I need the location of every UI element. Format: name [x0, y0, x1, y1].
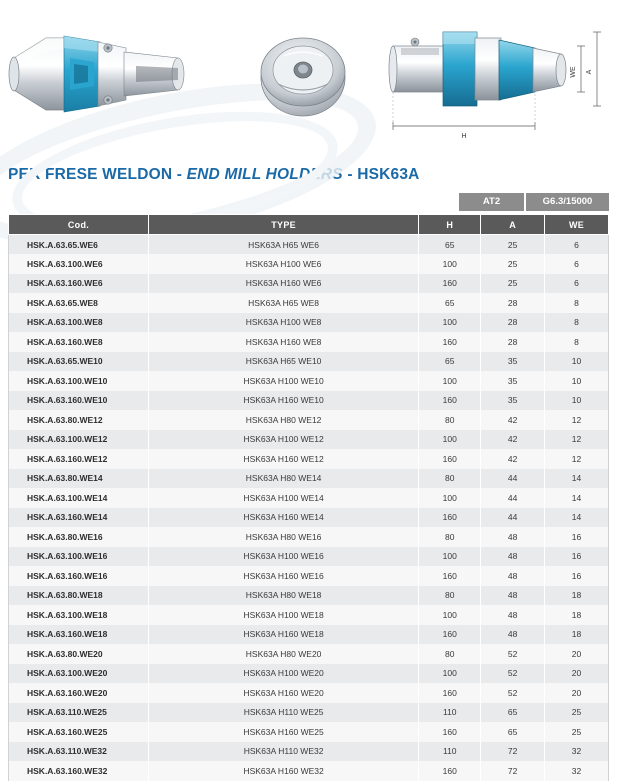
cell-cod: HSK.A.63.80.WE16: [9, 527, 149, 547]
cell-cod: HSK.A.63.100.WE18: [9, 605, 149, 625]
specs-header-row: [9, 215, 609, 235]
cell-cod: HSK.A.63.160.WE6: [9, 274, 149, 294]
cell-cod: HSK.A.63.80.WE12: [9, 410, 149, 430]
table-row: [9, 391, 609, 411]
cell-we: 12: [545, 449, 609, 469]
spec-pill-row: [0, 193, 617, 213]
table-row: [9, 313, 609, 333]
cell-cod: HSK.A.63.100.WE8: [9, 313, 149, 333]
dimension-label-h: H: [461, 133, 467, 140]
cell-type: HSK63A H160 WE16: [148, 566, 418, 586]
cell-h: 100: [419, 488, 481, 508]
cell-cod: HSK.A.63.160.WE14: [9, 508, 149, 528]
cell-h: 65: [419, 235, 481, 255]
cell-a: 25: [481, 254, 545, 274]
cell-we: 32: [545, 742, 609, 762]
cell-a: 52: [481, 664, 545, 684]
cell-a: 72: [481, 761, 545, 781]
table-row: [9, 293, 609, 313]
cell-we: 16: [545, 547, 609, 567]
column-header-h: H: [419, 215, 481, 235]
cell-we: 25: [545, 722, 609, 742]
table-row: [9, 527, 609, 547]
cell-h: 160: [419, 566, 481, 586]
cell-type: HSK63A H160 WE12: [148, 449, 418, 469]
cell-a: 65: [481, 703, 545, 723]
column-header-cod: Cod.: [9, 215, 149, 235]
cell-we: 14: [545, 508, 609, 528]
cell-a: 35: [481, 371, 545, 391]
cell-type: HSK63A H100 WE14: [148, 488, 418, 508]
cell-a: 48: [481, 605, 545, 625]
cell-we: 20: [545, 683, 609, 703]
table-row: [9, 410, 609, 430]
cell-type: HSK63A H100 WE12: [148, 430, 418, 450]
cell-a: 42: [481, 410, 545, 430]
cell-we: 25: [545, 703, 609, 723]
cell-cod: HSK.A.63.160.WE25: [9, 722, 149, 742]
table-row: [9, 547, 609, 567]
cell-cod: HSK.A.63.160.WE32: [9, 761, 149, 781]
cell-cod: HSK.A.63.80.WE14: [9, 469, 149, 489]
cell-cod: HSK.A.63.100.WE16: [9, 547, 149, 567]
cell-cod: HSK.A.63.110.WE32: [9, 742, 149, 762]
title-part-english: END MILL HOLDERS: [186, 166, 343, 183]
cell-type: HSK63A H160 WE10: [148, 391, 418, 411]
table-row: [9, 469, 609, 489]
cell-a: 28: [481, 313, 545, 333]
cell-cod: HSK.A.63.160.WE20: [9, 683, 149, 703]
specs-table-body: [9, 235, 609, 781]
cell-we: 8: [545, 293, 609, 313]
dimensioned-side-illustration: [385, 14, 610, 146]
cell-cod: HSK.A.63.110.WE25: [9, 703, 149, 723]
cell-cod: HSK.A.63.65.WE6: [9, 235, 149, 255]
cell-we: 18: [545, 605, 609, 625]
cell-cod: HSK.A.63.160.WE12: [9, 449, 149, 469]
cell-type: HSK63A H160 WE20: [148, 683, 418, 703]
product-illustrations: [0, 0, 617, 160]
dimension-label-we: WE: [570, 66, 577, 78]
cell-we: 12: [545, 430, 609, 450]
specs-table: [8, 214, 609, 781]
cell-h: 80: [419, 644, 481, 664]
cell-cod: HSK.A.63.65.WE10: [9, 352, 149, 372]
cell-a: 44: [481, 469, 545, 489]
cell-a: 48: [481, 547, 545, 567]
cell-we: 20: [545, 644, 609, 664]
cell-cod: HSK.A.63.80.WE18: [9, 586, 149, 606]
table-row: [9, 332, 609, 352]
cell-h: 80: [419, 586, 481, 606]
table-row: [9, 508, 609, 528]
cell-we: 14: [545, 488, 609, 508]
cell-cod: HSK.A.63.160.WE16: [9, 566, 149, 586]
column-header-type: TYPE: [148, 215, 418, 235]
cell-we: 8: [545, 313, 609, 333]
title-separator-2: -: [342, 166, 358, 183]
cell-we: 12: [545, 410, 609, 430]
title-separator-1: -: [172, 166, 187, 183]
table-row: [9, 683, 609, 703]
cell-type: HSK63A H65 WE10: [148, 352, 418, 372]
table-row: [9, 352, 609, 372]
cell-type: HSK63A H110 WE32: [148, 742, 418, 762]
cell-a: 25: [481, 235, 545, 255]
table-row: [9, 742, 609, 762]
cell-type: HSK63A H160 WE14: [148, 508, 418, 528]
table-row: [9, 488, 609, 508]
cell-h: 160: [419, 449, 481, 469]
table-row: [9, 235, 609, 255]
cell-a: 35: [481, 391, 545, 411]
cell-h: 160: [419, 508, 481, 528]
table-row: [9, 449, 609, 469]
cell-type: HSK63A H110 WE25: [148, 703, 418, 723]
table-row: [9, 722, 609, 742]
cell-h: 80: [419, 469, 481, 489]
table-row: [9, 761, 609, 781]
cell-a: 48: [481, 527, 545, 547]
cell-type: HSK63A H80 WE16: [148, 527, 418, 547]
cell-we: 6: [545, 254, 609, 274]
cell-we: 16: [545, 527, 609, 547]
cell-cod: HSK.A.63.80.WE20: [9, 644, 149, 664]
cell-a: 52: [481, 644, 545, 664]
cell-h: 80: [419, 410, 481, 430]
cell-h: 100: [419, 430, 481, 450]
cell-type: HSK63A H80 WE12: [148, 410, 418, 430]
cell-cod: HSK.A.63.100.WE12: [9, 430, 149, 450]
cutaway-holder-illustration: [8, 18, 198, 130]
cell-a: 44: [481, 508, 545, 528]
cell-h: 160: [419, 683, 481, 703]
cell-h: 100: [419, 547, 481, 567]
table-row: [9, 371, 609, 391]
cell-a: 42: [481, 430, 545, 450]
cell-type: HSK63A H100 WE20: [148, 664, 418, 684]
title-part-taper: HSK63A: [357, 166, 420, 183]
cell-a: 28: [481, 332, 545, 352]
cell-cod: HSK.A.63.100.WE10: [9, 371, 149, 391]
cell-we: 6: [545, 235, 609, 255]
cell-type: HSK63A H160 WE18: [148, 625, 418, 645]
cell-type: HSK63A H65 WE6: [148, 235, 418, 255]
table-row: [9, 664, 609, 684]
cell-type: HSK63A H100 WE16: [148, 547, 418, 567]
table-row: [9, 566, 609, 586]
cell-type: HSK63A H100 WE10: [148, 371, 418, 391]
table-row: [9, 605, 609, 625]
cell-we: 32: [545, 761, 609, 781]
cell-cod: HSK.A.63.65.WE8: [9, 293, 149, 313]
table-row: [9, 254, 609, 274]
cell-a: 28: [481, 293, 545, 313]
cell-a: 48: [481, 625, 545, 645]
cell-h: 65: [419, 352, 481, 372]
cell-h: 100: [419, 371, 481, 391]
cell-we: 18: [545, 625, 609, 645]
table-row: [9, 274, 609, 294]
cell-cod: HSK.A.63.100.WE14: [9, 488, 149, 508]
column-header-a: A: [481, 215, 545, 235]
table-row: [9, 644, 609, 664]
cell-a: 25: [481, 274, 545, 294]
cell-h: 160: [419, 274, 481, 294]
cell-h: 160: [419, 332, 481, 352]
cell-type: HSK63A H160 WE32: [148, 761, 418, 781]
cell-a: 48: [481, 586, 545, 606]
cell-a: 52: [481, 683, 545, 703]
cell-cod: HSK.A.63.160.WE18: [9, 625, 149, 645]
cell-type: HSK63A H80 WE20: [148, 644, 418, 664]
cell-a: 48: [481, 566, 545, 586]
cell-we: 6: [545, 274, 609, 294]
cell-a: 44: [481, 488, 545, 508]
cell-h: 110: [419, 703, 481, 723]
cell-h: 80: [419, 527, 481, 547]
cell-type: HSK63A H80 WE14: [148, 469, 418, 489]
cell-cod: HSK.A.63.100.WE20: [9, 664, 149, 684]
table-row: [9, 586, 609, 606]
cell-we: 14: [545, 469, 609, 489]
cell-cod: HSK.A.63.160.WE8: [9, 332, 149, 352]
cell-h: 160: [419, 722, 481, 742]
cell-a: 65: [481, 722, 545, 742]
cell-a: 72: [481, 742, 545, 762]
specs-table-wrapper: [0, 214, 617, 781]
cell-we: 10: [545, 371, 609, 391]
cell-h: 65: [419, 293, 481, 313]
cell-cod: HSK.A.63.100.WE6: [9, 254, 149, 274]
cell-we: 10: [545, 352, 609, 372]
cell-we: 8: [545, 332, 609, 352]
cell-we: 10: [545, 391, 609, 411]
cell-we: 18: [545, 586, 609, 606]
cell-h: 160: [419, 625, 481, 645]
table-row: [9, 703, 609, 723]
cell-cod: HSK.A.63.160.WE10: [9, 391, 149, 411]
cell-type: HSK63A H80 WE18: [148, 586, 418, 606]
cell-a: 35: [481, 352, 545, 372]
cell-type: HSK63A H160 WE6: [148, 274, 418, 294]
cell-type: HSK63A H100 WE18: [148, 605, 418, 625]
title-part-italian: PER FRESE WELDON: [8, 166, 173, 183]
cell-h: 100: [419, 313, 481, 333]
cell-type: HSK63A H160 WE25: [148, 722, 418, 742]
balance-pill: G6.3/15000: [526, 193, 609, 211]
cell-we: 16: [545, 566, 609, 586]
cell-a: 42: [481, 449, 545, 469]
dimension-label-a: A: [586, 69, 593, 75]
cell-h: 110: [419, 742, 481, 762]
cell-we: 20: [545, 664, 609, 684]
front-face-illustration: [248, 22, 358, 128]
cell-type: HSK63A H65 WE8: [148, 293, 418, 313]
cell-h: 160: [419, 761, 481, 781]
cell-h: 100: [419, 605, 481, 625]
table-row: [9, 430, 609, 450]
accuracy-pill: AT2: [459, 193, 524, 211]
specs-table-head: [9, 215, 609, 235]
cell-h: 100: [419, 254, 481, 274]
cell-type: HSK63A H100 WE8: [148, 313, 418, 333]
cell-type: HSK63A H100 WE6: [148, 254, 418, 274]
cell-type: HSK63A H160 WE8: [148, 332, 418, 352]
cell-h: 160: [419, 391, 481, 411]
table-row: [9, 625, 609, 645]
cell-h: 100: [419, 664, 481, 684]
column-header-we: WE: [545, 215, 609, 235]
